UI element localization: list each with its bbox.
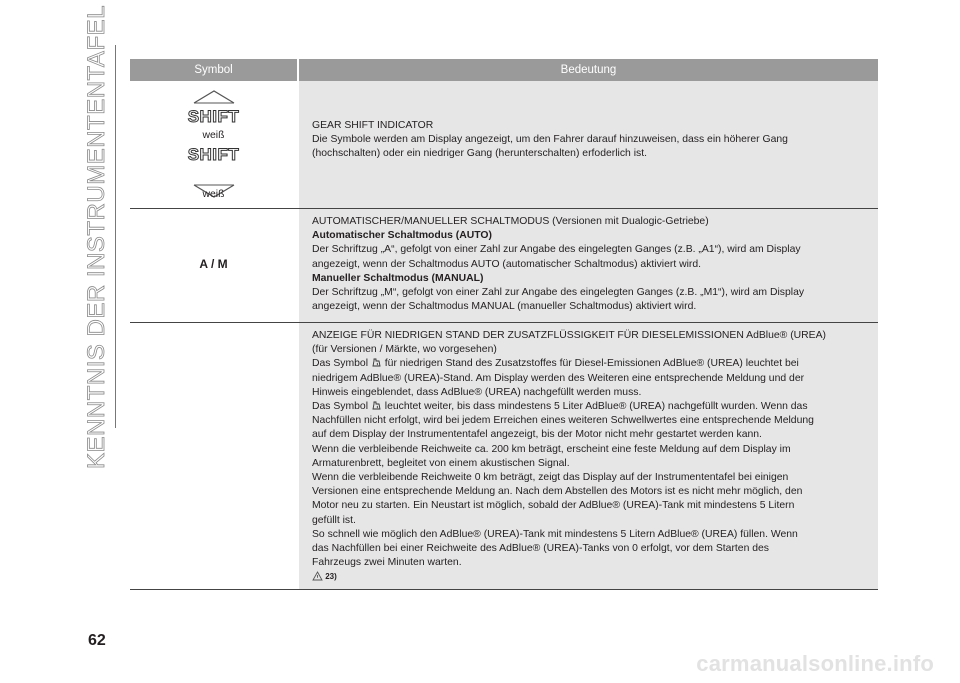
shift-down-label: SHIFT [187, 145, 240, 164]
meaning-cell [299, 323, 878, 589]
text-line: das Nachfüllen bei einer Reichweite des AdBlue® (UREA)-Tanks von 0 erfolgt, vor dem Starten des [312, 543, 769, 555]
text-line: Wenn die verbleibende Reichweite 0 km beträgt, zeigt das Display auf der Instrumententafel bei einigen [312, 472, 789, 484]
shift-up-color: weiß [202, 130, 225, 141]
watermark: carmanualsonline.info [696, 651, 934, 676]
text-line: Der Schriftzug „M“, gefolgt von einer Zahl zur Angabe des eingelegten Ganges (z.B. „M1“), wird am Display [312, 287, 805, 299]
header-symbol: Symbol [130, 59, 297, 81]
table-row [130, 209, 878, 323]
symbol-cell [130, 81, 297, 208]
text-line: niedrigem AdBlue® (UREA)-Stand. Am Display werden des Weiteren eine entsprechende Meldung und der [312, 372, 805, 384]
text-line: Das Symbol leuchtet weiter, bis dass mindestens 5 Liter AdBlue® (UREA) nachgefüllt wurden. Wenn das [312, 401, 808, 413]
warning-reference: 23) [312, 571, 878, 583]
das-symbol-text: Das Symbol [312, 358, 369, 370]
side-divider-line [115, 45, 116, 428]
text-line: Nachfüllen nicht erfolgt, wird bei jedem Erreichen eines weiteren Schwellwertes eine entsprechende Meldung [312, 415, 814, 427]
text-line: gefüllt ist. [312, 514, 356, 526]
adblue-icon [371, 357, 382, 368]
symbol-table [130, 59, 878, 590]
header-bedeutung: Bedeutung [299, 59, 878, 81]
text-line: Armaturenbrett, begleitet von einem akustischen Signal. [312, 457, 570, 469]
section-side-title: KENNTNIS DER INSTRUMENTENTAFEL [83, 4, 111, 469]
text-line: AUTOMATISCHER/MANUELLER SCHALTMODUS (Versionen mit Dualogic-Getriebe) [312, 216, 709, 227]
subheading: Automatischer Schaltmodus (AUTO) [312, 230, 492, 242]
meaning-cell [299, 81, 878, 208]
text-line: angezeigt, wenn der Schaltmodus MANUAL (manueller Schaltmodus) aktiviert wird. [312, 301, 697, 313]
symbol-cell [130, 209, 297, 322]
text-line: Motor neu zu starten. Ein Neustart ist möglich, sobald der AdBlue® (UREA)-Tank mit mindestens 5 Litern [312, 500, 795, 512]
table-row [130, 81, 878, 209]
auto-manual-symbol: A / M [199, 257, 228, 271]
text-line: angezeigt, wenn der Schaltmodus AUTO (automatischer Schaltmodus) aktiviert wird. [312, 258, 702, 270]
warning-icon [312, 571, 323, 581]
text-line: Fahrzeugs zwei Minuten warten. [312, 557, 462, 569]
adblue-icon [371, 400, 382, 411]
table-header [130, 59, 878, 81]
text-line: So schnell wie möglich den AdBlue® (UREA)-Tank mit mindestens 5 Litern AdBlue® (UREA) füllen. Wenn [312, 528, 798, 540]
text-line: Die Symbole werden am Display angezeigt, um den Fahrer darauf hinzuweisen, dass ein höherer Gang [312, 134, 788, 146]
subheading: Manueller Schaltmodus (MANUAL) [312, 272, 484, 284]
text-line: Hinweis eingeblendet, dass AdBlue® (UREA) nachgefüllt werden muss. [312, 386, 642, 398]
text-line: auf dem Display der Instrumententafel angezeigt, bis der Motor nicht mehr gestartet werden kann. [312, 429, 762, 441]
text-line: Wenn die verbleibende Reichweite ca. 200 km beträgt, erscheint eine feste Meldung auf dem Display im [312, 443, 791, 455]
shift-down-color: weiß [202, 189, 225, 200]
das-symbol-text: Das Symbol [312, 401, 369, 413]
text-line: (hochschalten) oder ein niedriger Gang (herunterschalten) erfoderlich ist. [312, 148, 647, 160]
text-line: ANZEIGE FÜR NIEDRIGEN STAND DER ZUSATZFLÜSSIGKEIT FÜR DIESELEMISSIONEN AdBlue® (UREA) [312, 330, 826, 341]
shift-up-label: SHIFT [187, 107, 240, 126]
symbol-cell [130, 323, 297, 589]
text-line: GEAR SHIFT INDICATOR [312, 120, 434, 131]
text-line: Versionen eine entsprechende Meldung an. Nach dem Abstellen des Motors ist es nicht mehr möglich, den [312, 486, 803, 498]
text-line: (für Versionen / Märkte, wo vorgesehen) [312, 344, 497, 356]
meaning-cell [299, 209, 878, 322]
text-line: Der Schriftzug „A“, gefolgt von einer Zahl zur Angabe des eingelegten Ganges (z.B. „A1“), wird am Display [312, 244, 801, 256]
text-line: Das Symbol für niedrigen Stand des Zusatzstoffes für Diesel-Emissionen AdBlue® (UREA) leuchtet bei [312, 358, 799, 370]
table-row [130, 323, 878, 590]
page-number: 62 [88, 632, 106, 649]
